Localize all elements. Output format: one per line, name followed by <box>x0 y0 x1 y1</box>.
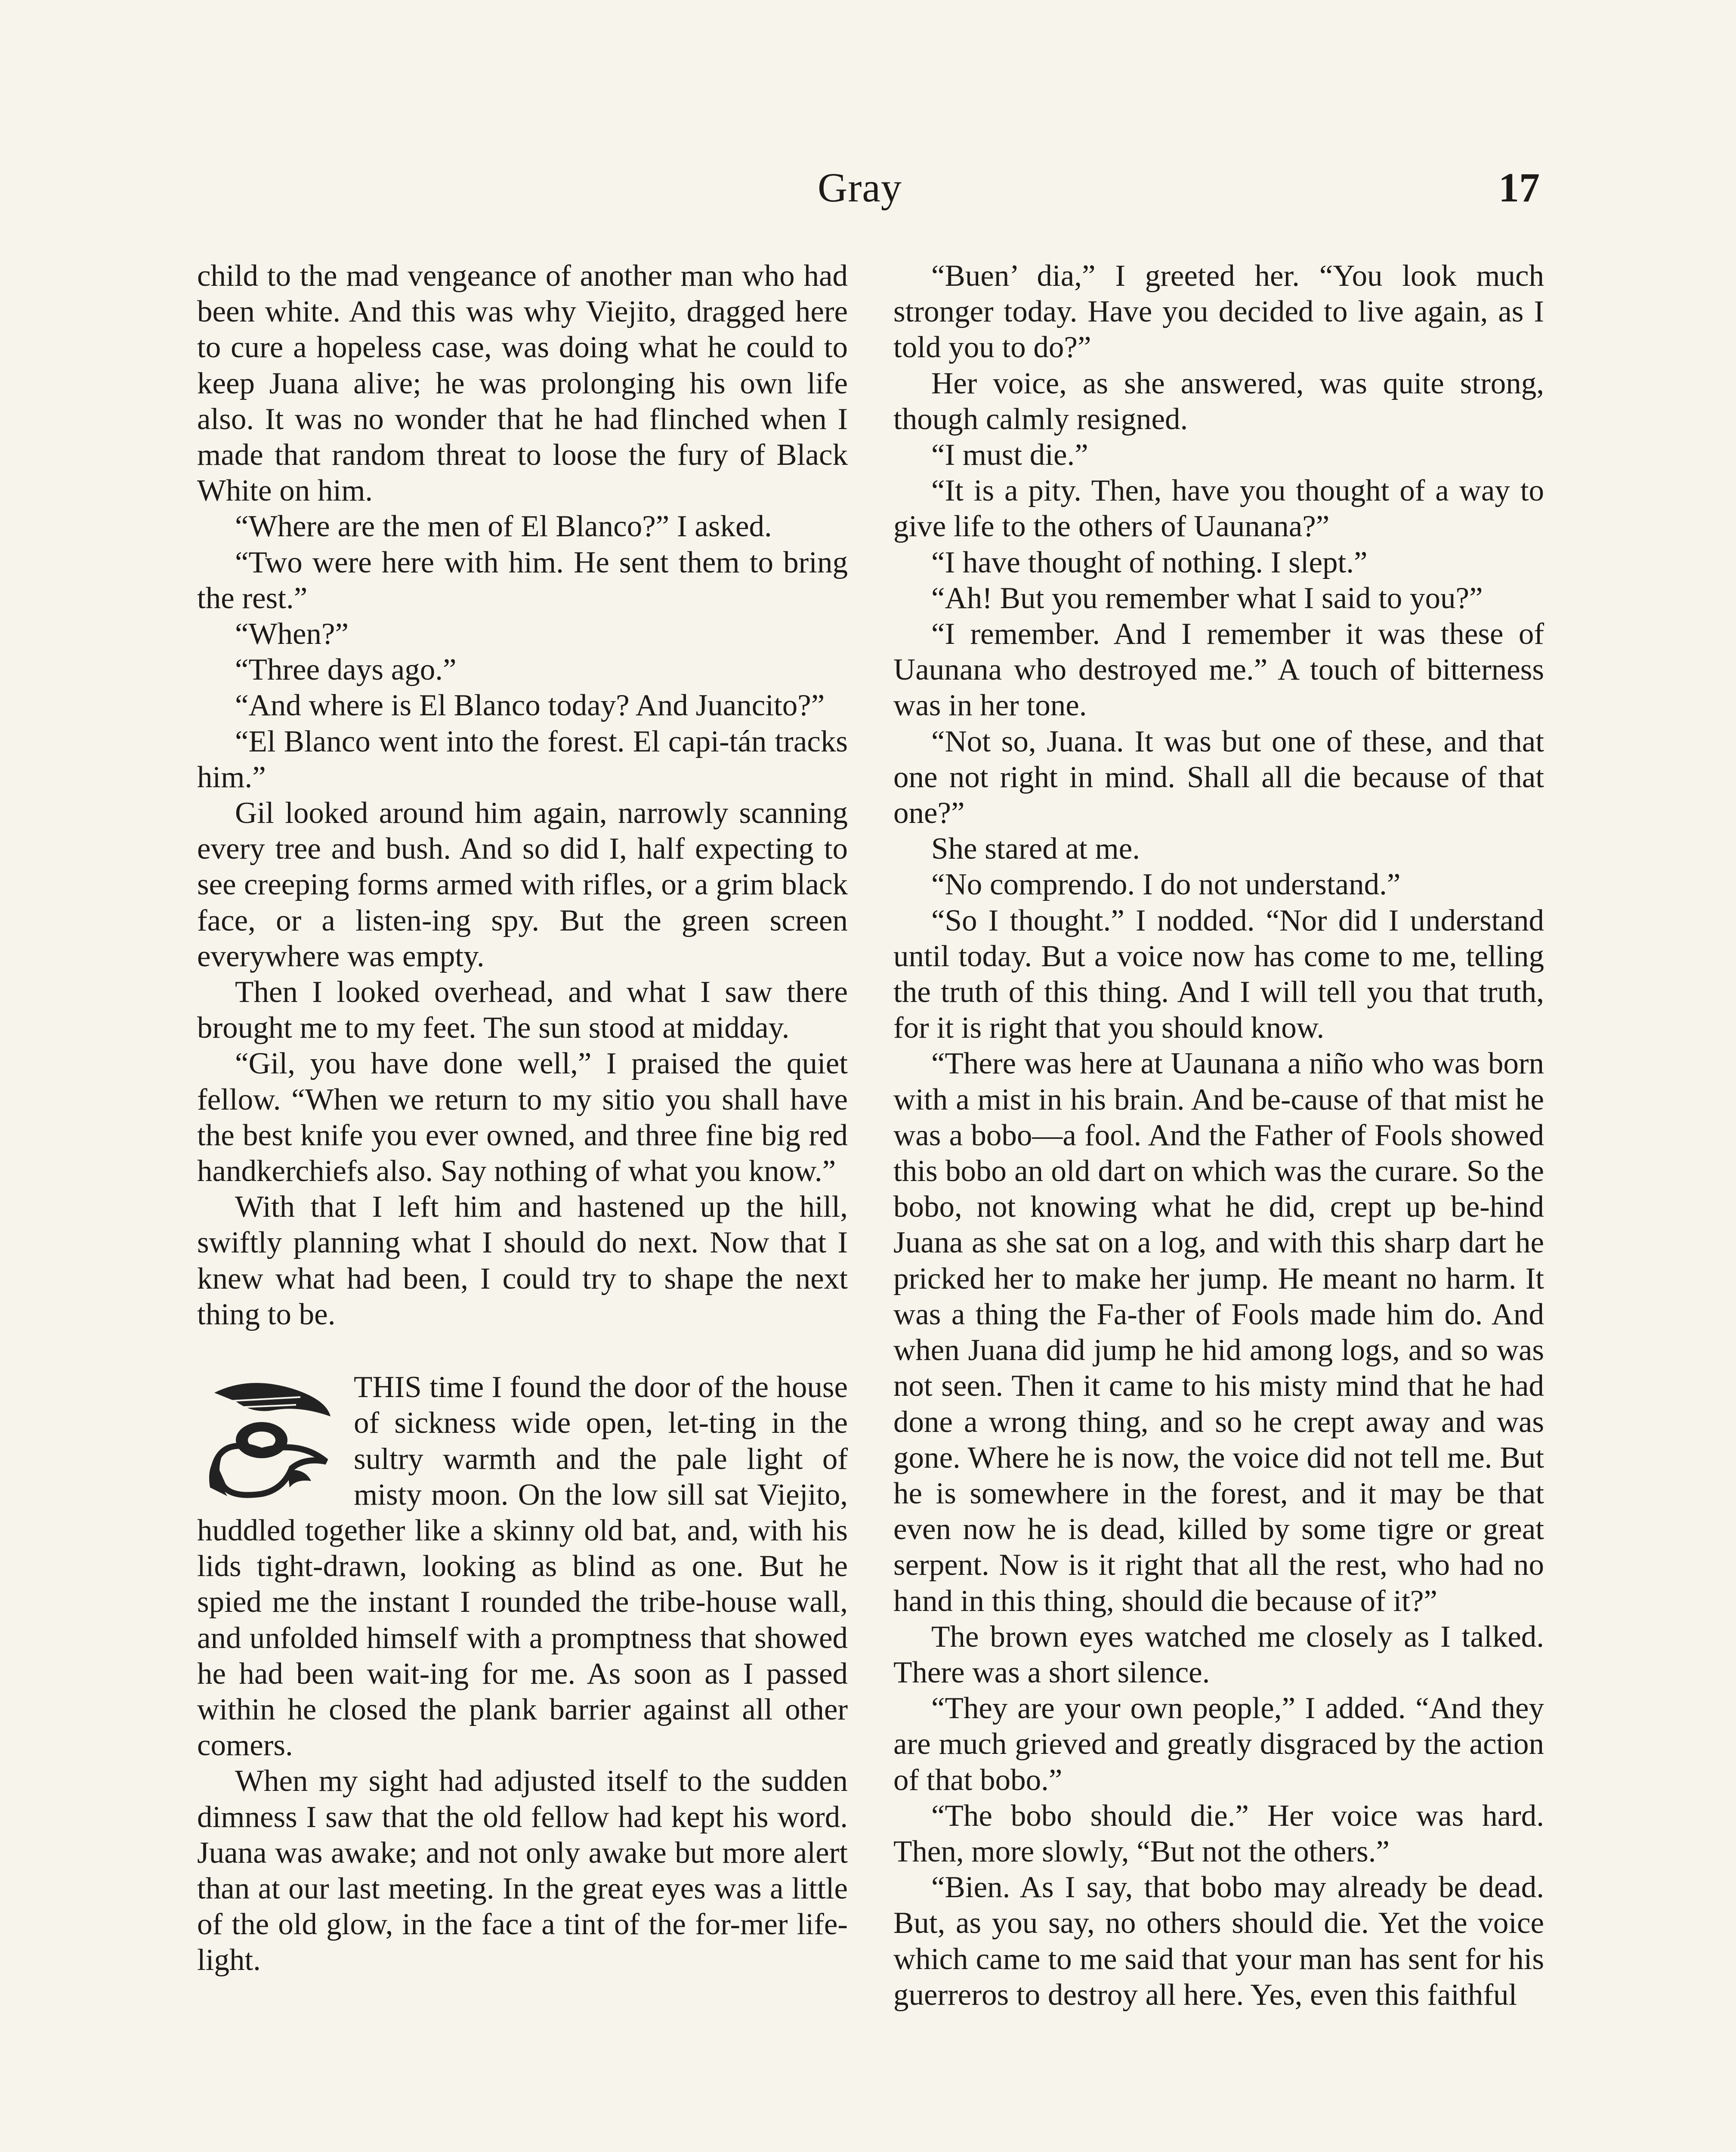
paragraph: Then I looked overhead, and what I saw there brought me to my feet. The sun stood at midday. <box>197 975 848 1045</box>
paragraph: “Two were here with him. He sent them to bring the rest.” <box>197 545 848 615</box>
paragraph: The brown eyes watched me closely as I talked. There was a short silence. <box>893 1620 1544 1689</box>
paragraph: “No comprendo. I do not understand.” <box>931 868 1401 902</box>
paragraph: Her voice, as she answered, was quite strong, though calmly resigned. <box>893 366 1544 436</box>
page-number: 17 <box>1498 164 1540 210</box>
paragraph: “I have thought of nothing. I slept.” <box>931 545 1368 579</box>
paragraph: “And where is El Blanco today? And Juancito?” <box>235 689 825 723</box>
paragraph: “It is a pity. Then, have you thought of a way to give life to the others of Uaunana?” <box>893 474 1544 544</box>
paragraph: “So I thought.” I nodded. “Nor did I understand until today. But a voice now has come to me, telling the truth of this thing. And I will tell you that truth, for it is right that you should know. <box>893 903 1544 1045</box>
paragraph: When my sight had adjusted itself to the sudden dimness I saw that the old fellow had kept his word. Juana was awake; and not only awake but more alert than at our last meeting. In the great eyes was a little of the old glow, in the face a tint of the for-mer life-light. <box>197 1764 848 1977</box>
paragraph: “Bien. As I say, that bobo may already be dead. But, as you say, no others should die. Yet the voice which came to me said that your man has sent for his guerreros to destroy all here. Yes, even this faithful <box>893 1871 1544 2012</box>
paragraph: “I must die.” <box>931 438 1088 472</box>
ornament-icon <box>197 1376 343 1507</box>
paragraph: child to the mad vengeance of another man who had been white. And this was why Viejito, dragged here to cure a hopeless case, was doing what he could to keep Juana alive; he was prolonging his own life also. It was no wonder that he had flinched when I made that random threat to loose the fury of Black White on him. <box>197 259 848 508</box>
paragraph: THIS time I found the door of the house of sickness wide open, let-ting in the sultry warmth and the pale light of misty moon. On the low sill sat Viejito, huddled together like a skinny old bat, and, with his lids tight-drawn, looking as blind as one. But he spied me the instant I rounded the tribe-house wall, and unfolded himself with a promptness that showed he had been wait-ing for me. As soon as I passed within he closed the plank barrier against all other comers. <box>197 1370 848 1762</box>
right-column <box>893 258 1544 2013</box>
paragraph: She stared at me. <box>931 832 1140 866</box>
paragraph: “Gil, you have done well,” I praised the quiet fellow. “When we return to my sitio you shall have the best knife you ever owned, and three fine big red handkerchiefs also. Say nothing of what you know.” <box>197 1047 848 1188</box>
paragraph: “There was here at Uaunana a niño who was born with a mist in his brain. And be-cause of that mist he was a bobo—a fool. And the Father of Fools showed this bobo an old dart on which was the curare. So the bobo, not knowing what he did, crept up be-hind Juana as she sat on a log, and with this sharp dart he pricked her to make her jump. He meant no harm. It was a thing the Fa-ther of Fools made him do. And when Juana did jump he hid among logs, and so was not seen. Then it came to his misty mind that he had done a wrong thing, and so he crept away and was gone. Where he is now, the voice did not tell me. But he is somewhere in the forest, and it may be that even now he is dead, killed by some tigre or great serpent. Now is it right that all the rest, who had no hand in this thing, should die because of it?” <box>893 1047 1544 1618</box>
section-opening <box>197 1370 848 1763</box>
paragraph: “The bobo should die.” Her voice was hard. Then, more slowly, “But not the others.” <box>893 1799 1544 1868</box>
paragraph: “El Blanco went into the forest. El capi-tán tracks him.” <box>197 724 848 794</box>
paragraph: “Buen’ dia,” I greeted her. “You look much stronger today. Have you decided to live again, as I told you to do?” <box>893 259 1544 365</box>
paragraph: With that I left him and hastened up the hill, swiftly planning what I should do next. Now that I knew what had been, I could try to shape the next thing to be. <box>197 1190 848 1331</box>
running-head-title: Gray <box>818 164 902 210</box>
paragraph: “Ah! But you remember what I said to you?” <box>931 581 1483 615</box>
paragraph: “Where are the men of El Blanco?” I asked. <box>235 510 772 544</box>
paragraph: “I remember. And I remember it was these of Uaunana who destroyed me.” A touch of bitterness was in her tone. <box>893 617 1544 723</box>
paragraph: “Three days ago.” <box>235 653 457 687</box>
paragraph: “When?” <box>235 617 349 651</box>
left-column <box>197 258 848 1979</box>
paragraph: Gil looked around him again, narrowly scanning every tree and bush. And so did I, half expecting to see creeping forms armed with rifles, or a grim black face, or a listen-ing spy. But the green screen everywhere was empty. <box>197 796 848 973</box>
paragraph: “Not so, Juana. It was but one of these, and that one not right in mind. Shall all die because of that one?” <box>893 724 1544 830</box>
section-break <box>197 1333 848 1370</box>
paragraph: “They are your own people,” I added. “And they are much grieved and greatly disgraced by the action of that bobo.” <box>893 1691 1544 1797</box>
